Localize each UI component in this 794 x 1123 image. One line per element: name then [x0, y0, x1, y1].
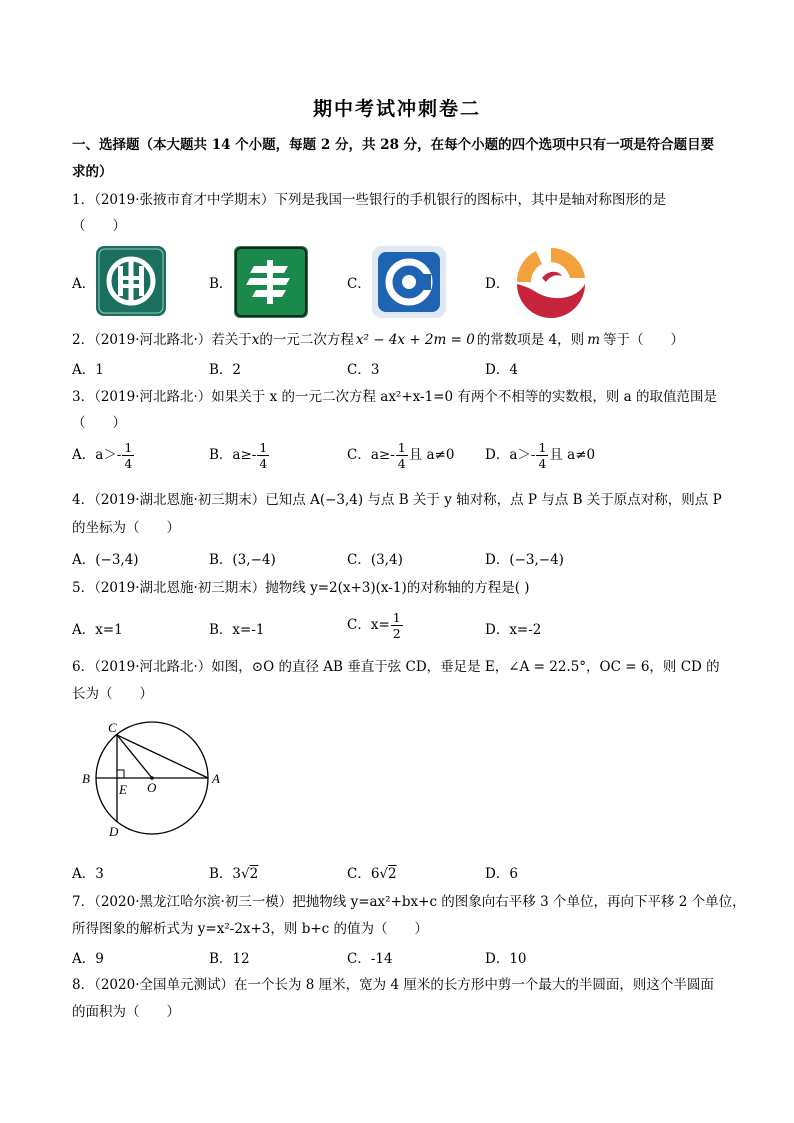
q7-text: 7．（2020·黑龙江哈尔滨·初三一模）把抛物线 y=ax²+bx+c 的图象向右平移 3 个单位，再向下平移 2 个单位， [72, 894, 746, 910]
q6-option-a: A．3 [72, 866, 104, 882]
q7-text-line2: 所得图象的解析式为 y=x²-2x+3，则 b+c 的值为（ ） [72, 921, 429, 937]
q3-blank: （ ） [72, 415, 126, 431]
q2-var-x: x [251, 332, 260, 348]
q3-option-d [485, 440, 595, 471]
q1-option-c: C． [347, 276, 371, 292]
q6-option-b-radicand: 2 [249, 866, 259, 882]
q3-option-c-label: C．a≥- [347, 447, 395, 463]
q5-option-c-fraction [391, 610, 403, 641]
q4-option-d: D．(−3,−4) [485, 552, 564, 568]
q5-option-c-label: C．x= [347, 617, 390, 633]
jiangsu-bank-logo [512, 244, 590, 320]
circle-geometry-figure [76, 716, 236, 846]
label-b: B [82, 771, 90, 786]
q4-text-line2: 的坐标为（ ） [72, 520, 180, 536]
q2-post: 等于（ ） [603, 332, 684, 348]
q8-text: 8．（2020·全国单元测试）在一个长为 8 厘米，宽为 4 厘米的长方形中剪一个最大的半圆面，则这个半圆面 [72, 977, 714, 993]
q1-blank: （ ） [72, 218, 126, 234]
fraction-numerator: 1 [259, 440, 268, 455]
label-e: E [119, 782, 127, 797]
fraction-denominator: 2 [392, 626, 401, 641]
q3-option-a [72, 440, 135, 471]
q8-text-line2: 的面积为（ ） [72, 1004, 180, 1020]
q3-option-d-fraction [536, 440, 548, 471]
q2-option-a: A．1 [72, 362, 104, 378]
q3-option-d-label: D．a＞- [485, 447, 536, 463]
q3-option-c-fraction [396, 440, 408, 471]
q3-option-c [347, 440, 454, 471]
q7-options [72, 947, 732, 969]
label-a: A [212, 771, 220, 786]
q4-options [72, 548, 732, 570]
q3-options [72, 440, 732, 474]
q6-options [72, 862, 732, 884]
section-heading-line2: 求的） [72, 164, 113, 180]
q7-option-c: C．-14 [347, 951, 393, 967]
q2-var-m: m [587, 332, 600, 348]
fraction-denominator: 4 [397, 456, 406, 471]
q7-option-b: B．12 [209, 951, 250, 967]
label-c: C [108, 720, 117, 735]
segment-co [117, 735, 152, 778]
q3-option-d-tail: 且 a≠0 [549, 447, 596, 463]
agricultural-bank-logo [96, 246, 166, 316]
q1-text: 1．（2019·张掖市育才中学期末）下列是我国一些银行的手机银行的图标中，其中是轴对称图形的是 [72, 192, 666, 208]
q2-option-d: D．4 [485, 362, 518, 378]
q6-option-c: C．6√2 [347, 866, 397, 882]
q3-option-a-fraction [122, 440, 134, 471]
q1-option-b: B． [209, 276, 233, 292]
q2-pre: 2．（2019·河北路北·）若关于 [72, 332, 252, 348]
q5-option-c [347, 610, 404, 641]
q6-option-c-radicand: 2 [388, 866, 397, 882]
label-d: D [109, 824, 119, 839]
q6-text-line2: 长为（ ） [72, 686, 153, 702]
q2-option-c: C．3 [347, 362, 380, 378]
fraction-denominator: 4 [124, 456, 133, 471]
q5-option-d: D．x=-2 [485, 622, 542, 638]
q2-text [72, 330, 732, 350]
q3-option-b [209, 440, 270, 471]
q4-text: 4．（2019·湖北恩施·初三期末）已知点 A(−3,4) 与点 B 关于 y 轴对称，点 P 与点 B 关于原点对称，则点 P [72, 492, 722, 508]
q1-option-a: A． [72, 276, 96, 292]
q7-option-a: A．9 [72, 951, 104, 967]
fraction-denominator: 4 [259, 456, 268, 471]
q6-option-c-label: C．6 [347, 866, 380, 882]
q4-option-a: A．(−3,4) [72, 552, 139, 568]
fraction-denominator: 4 [538, 456, 547, 471]
q2-mid1: 的一元二次方程 [259, 332, 354, 348]
fraction-numerator: 1 [124, 440, 133, 455]
q3-option-a-label: A．a＞- [72, 447, 122, 463]
postal-bank-logo [234, 246, 308, 318]
q6-option-b: B．3√2 [209, 866, 259, 882]
q3-option-b-fraction [257, 440, 269, 471]
q4-option-b: B．(3,−4) [209, 552, 276, 568]
q6-option-b-label: B．3 [209, 866, 242, 882]
fraction-numerator: 1 [397, 440, 406, 455]
page-title: 期中考试冲刺卷二 [312, 98, 481, 120]
q5-option-b: B．x=-1 [209, 622, 265, 638]
label-o: O [147, 780, 157, 795]
q6-option-d: D．6 [485, 866, 518, 882]
q1-option-d: D． [485, 276, 510, 292]
q7-option-d: D．10 [485, 951, 527, 967]
fraction-numerator: 1 [392, 610, 401, 625]
section-heading [72, 132, 732, 186]
q2-options [72, 358, 732, 380]
fraction-numerator: 1 [538, 440, 547, 455]
q3-option-c-tail: 且 a≠0 [408, 447, 455, 463]
construction-bank-logo [372, 246, 446, 318]
right-angle-mark [117, 770, 124, 778]
q5-options [72, 610, 732, 646]
q2-mid2: 的常数项是 4，则 [476, 332, 585, 348]
section-heading-line1: 一、选择题（本大题共 14 个小题，每题 2 分，共 28 分，在每个小题的四个选项中只有一项是符合题目要 [72, 137, 715, 153]
q2-equation: x² − 4x + 2m = 0 [355, 332, 475, 348]
q5-text: 5．（2019·湖北恩施·初三期末）抛物线 y=2(x+3)(x-1)的对称轴的方程是( ) [72, 580, 530, 596]
q3-text: 3．（2019·河北路北·）如果关于 x 的一元二次方程 ax²+x-1=0 有两个不相等的实数根，则 a 的取值范围是 [72, 389, 717, 405]
q4-option-c: C．(3,4) [347, 552, 403, 568]
q3-option-b-label: B．a≥- [209, 447, 257, 463]
q6-text: 6．（2019·河北路北·）如图，⊙O 的直径 AB 垂直于弦 CD，垂足是 E，∠A = 22.5°，OC = 6，则 CD 的 [72, 659, 720, 675]
q2-option-b: B．2 [209, 362, 242, 378]
q5-option-a: A．x=1 [72, 622, 123, 638]
